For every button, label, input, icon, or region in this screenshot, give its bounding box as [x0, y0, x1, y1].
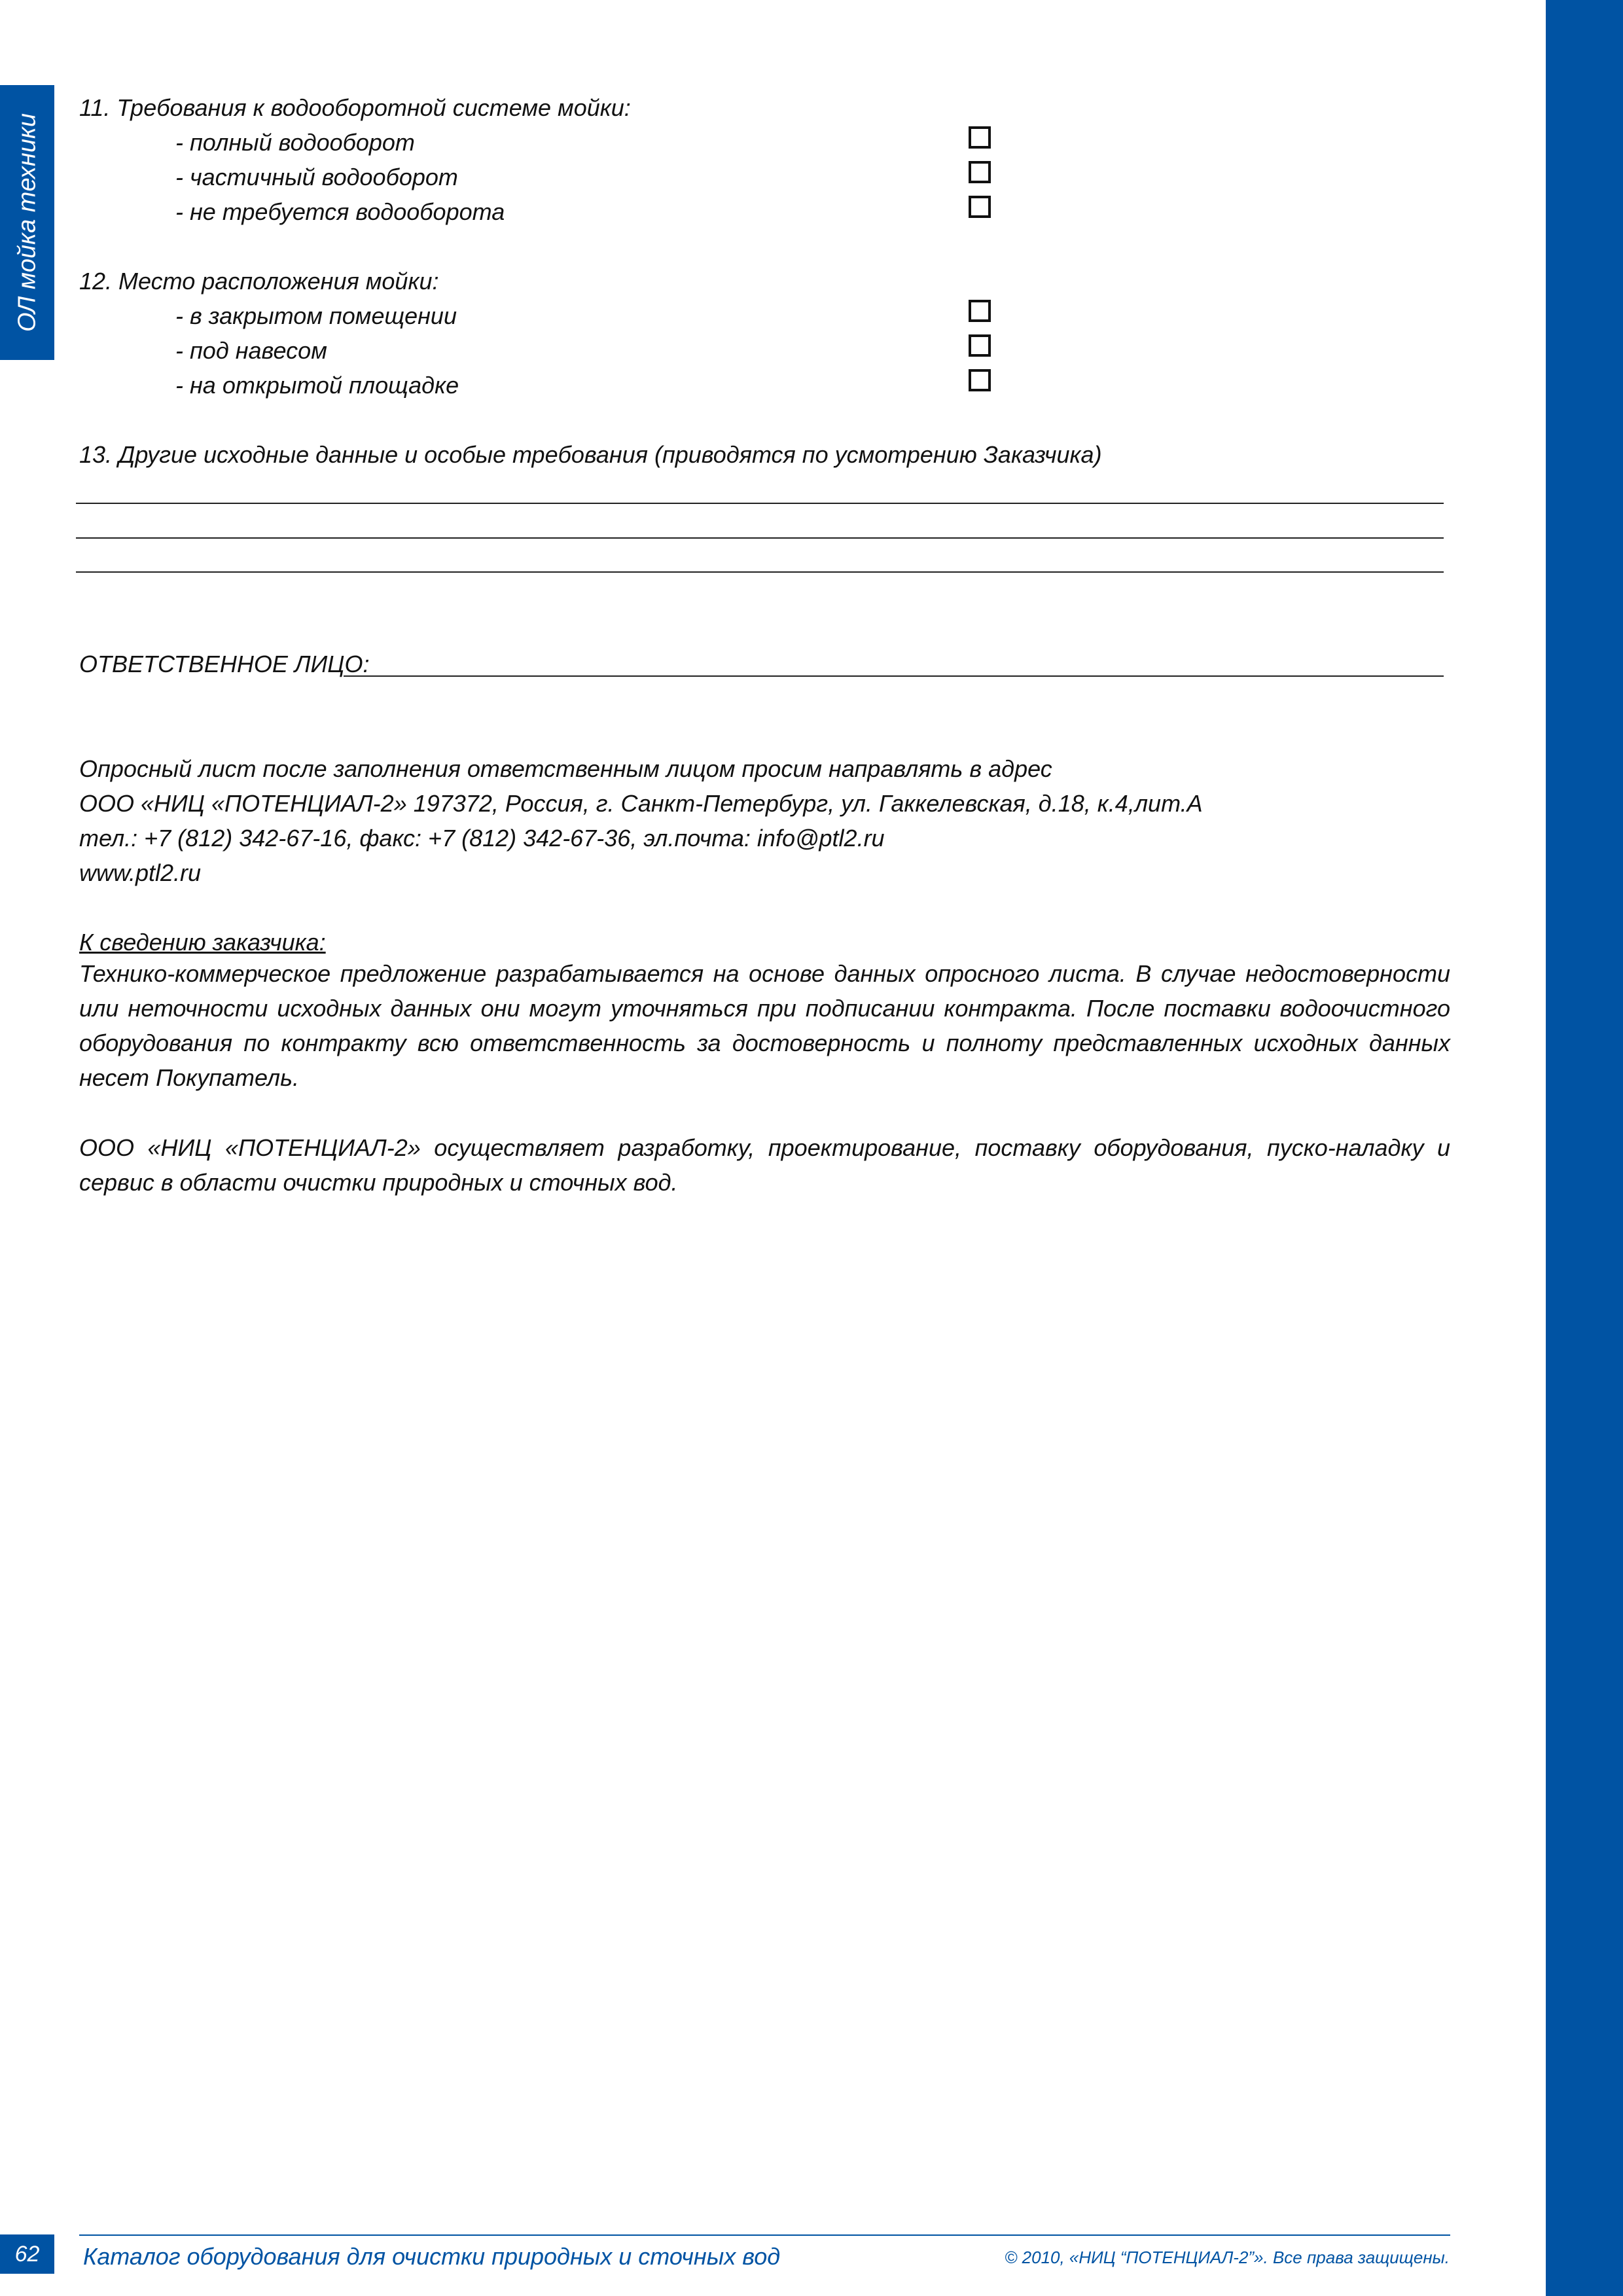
responsible-person-line[interactable] [344, 675, 1444, 677]
option-open-area-label: - на открытой площадке [175, 372, 459, 399]
right-edge-bar [1546, 0, 1623, 2296]
notice-paragraph: Технико-коммерческое предложение разрабатывается на основе данных опросного листа. В случае недостоверности или неточности исходных данных они могут уточняться при подписании контракта. После поставки водоочистного оборудования по контракту всю ответственность за достоверность и полноту представленных исходных данных несет Покупатель. [79, 960, 1450, 1091]
section-13-title: 13. Другие исходные данные и особые требования (приводятся по усмотрению Заказчика) [79, 441, 1102, 468]
responsible-person-label: ОТВЕТСТВЕННОЕ ЛИЦО: [79, 651, 370, 677]
footer-divider [79, 2234, 1450, 2236]
option-full-recycling-checkbox[interactable] [969, 126, 991, 149]
answer-line-1[interactable] [76, 503, 1444, 504]
footer-catalog-title: Каталог оборудования для очистки природных и сточных вод [83, 2243, 781, 2270]
option-canopy-label: - под навесом [175, 337, 327, 364]
section-11-title: 11. Требования к водооборотной системе мойки: [79, 94, 631, 121]
option-full-recycling-label: - полный водооборот [175, 129, 415, 156]
option-no-recycling-label: - не требуется водооборота [175, 198, 505, 225]
contact-address: ООО «НИЦ «ПОТЕНЦИАЛ-2» 197372, Россия, г. Санкт-Петербург, ул. Гаккелевская, д.18, к.4,лит.А [79, 790, 1203, 817]
contact-line-1: Опросный лист после заполнения ответственным лицом просим направлять в адрес [79, 755, 1052, 782]
section-12-title: 12. Место расположения мойки: [79, 268, 439, 295]
page-number: 62 [0, 2234, 54, 2274]
option-partial-recycling-checkbox[interactable] [969, 161, 991, 183]
option-partial-recycling-label: - частичный водооборот [175, 164, 458, 190]
notice-heading: К сведению заказчика: [79, 929, 326, 956]
option-indoor-label: - в закрытом помещении [175, 302, 457, 329]
option-open-area-checkbox[interactable] [969, 369, 991, 391]
contact-phones: тел.: +7 (812) 342-67-16, факс: +7 (812) 342-67-36, эл.почта: info@ptl2.ru [79, 825, 885, 852]
answer-line-3[interactable] [76, 571, 1444, 573]
contact-website: www.ptl2.ru [79, 859, 202, 886]
side-tab-label: ОЛ мойка техники [13, 113, 41, 332]
option-indoor-checkbox[interactable] [969, 300, 991, 322]
side-section-tab [0, 85, 54, 360]
option-canopy-checkbox[interactable] [969, 334, 991, 357]
answer-line-2[interactable] [76, 537, 1444, 539]
about-paragraph: ООО «НИЦ «ПОТЕНЦИАЛ-2» осуществляет разработку, проектирование, поставку оборудования, пуско-наладку и сервис в области очистки природных и сточных вод. [79, 1134, 1450, 1196]
footer-copyright: © 2010, «НИЦ “ПОТЕНЦИАЛ-2”». Все права защищены. [1005, 2248, 1450, 2267]
option-no-recycling-checkbox[interactable] [969, 196, 991, 218]
